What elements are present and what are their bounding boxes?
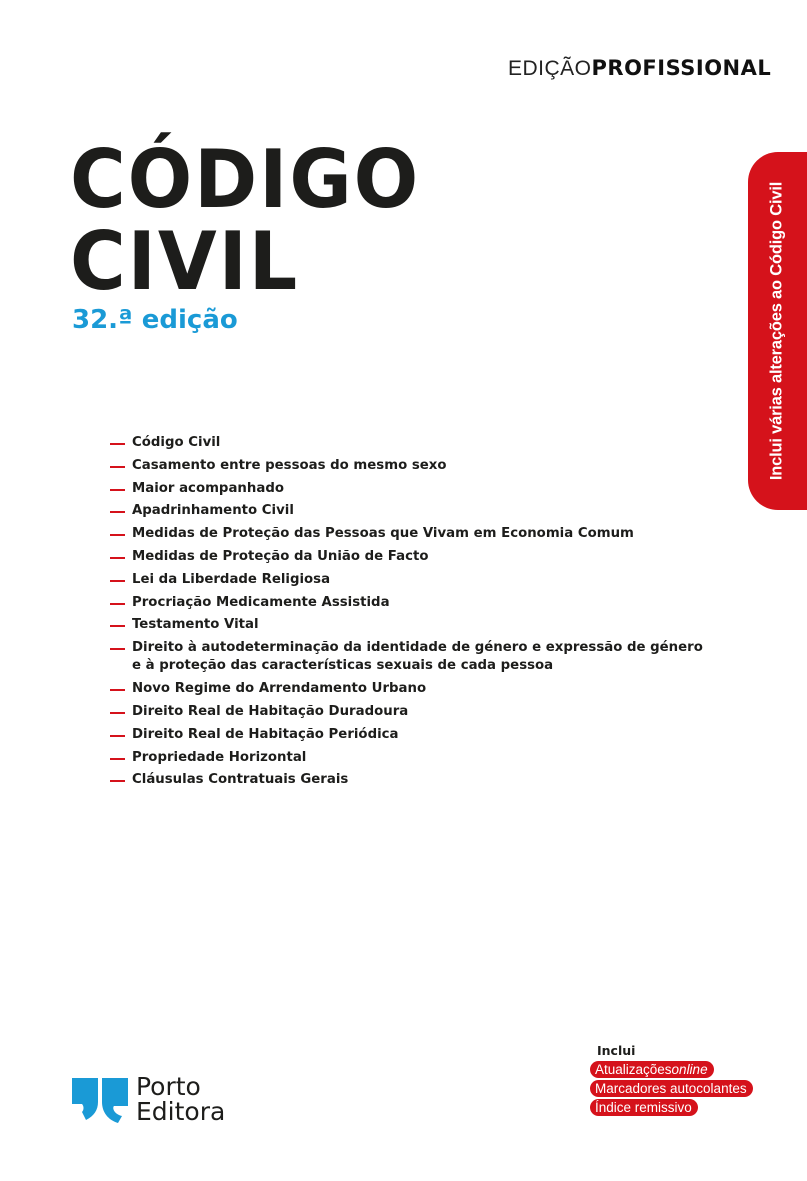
list-item: Direito Real de Habitação Duradoura (110, 701, 703, 724)
list-item: Direito à autodeterminação da identidade de género e expressão de género (110, 637, 703, 657)
side-tab (748, 152, 807, 510)
includes-badge: Índice remissivo (590, 1099, 698, 1116)
edition-suffix: PROFISSIONAL (591, 56, 772, 80)
list-item: Medidas de Proteção da União de Facto (110, 546, 703, 569)
list-item: Apadrinhamento Civil (110, 500, 703, 523)
publisher-line-2: Editora (136, 1097, 226, 1126)
list-item: Maior acompanhado (110, 478, 703, 501)
list-item: Testamento Vital (110, 614, 703, 637)
porto-editora-logo-icon (72, 1076, 130, 1124)
list-item: Código Civil (110, 432, 703, 455)
title-line-1: CÓDIGO (70, 133, 421, 226)
includes-badge: Marcadores autocolantes (590, 1080, 753, 1097)
edition-number: 32.ª edição (72, 305, 238, 335)
list-item: Cláusulas Contratuais Gerais (110, 769, 703, 792)
includes-heading: Inclui (597, 1043, 636, 1058)
list-item: Novo Regime do Arrendamento Urbano (110, 678, 703, 701)
contents-list (110, 432, 703, 792)
edition-prefix: EDIÇÃO (508, 57, 592, 80)
includes-badge (590, 1061, 714, 1078)
edition-brand (508, 56, 771, 81)
publisher-line-1: Porto (136, 1072, 201, 1101)
list-item: Lei da Liberdade Religiosa (110, 569, 703, 592)
title-line-2: CIVIL (70, 215, 300, 308)
publisher-name (136, 1074, 225, 1124)
list-item: Procriação Medicamente Assistida (110, 592, 703, 615)
includes-box (590, 1043, 753, 1118)
list-item: Medidas de Proteção das Pessoas que Vivam em Economia Comum (110, 523, 703, 546)
side-tab-text: Inclui várias alterações ao Código Civil (767, 181, 786, 481)
list-item: Direito Real de Habitação Periódica (110, 724, 703, 747)
list-item: Casamento entre pessoas do mesmo sexo (110, 455, 703, 478)
list-item: Propriedade Horizontal (110, 747, 703, 770)
badge-text: Atualizações (595, 1062, 672, 1077)
badge-text-italic: online (671, 1062, 708, 1077)
list-item-continuation: e à proteção das características sexuais de cada pessoa (132, 658, 554, 674)
